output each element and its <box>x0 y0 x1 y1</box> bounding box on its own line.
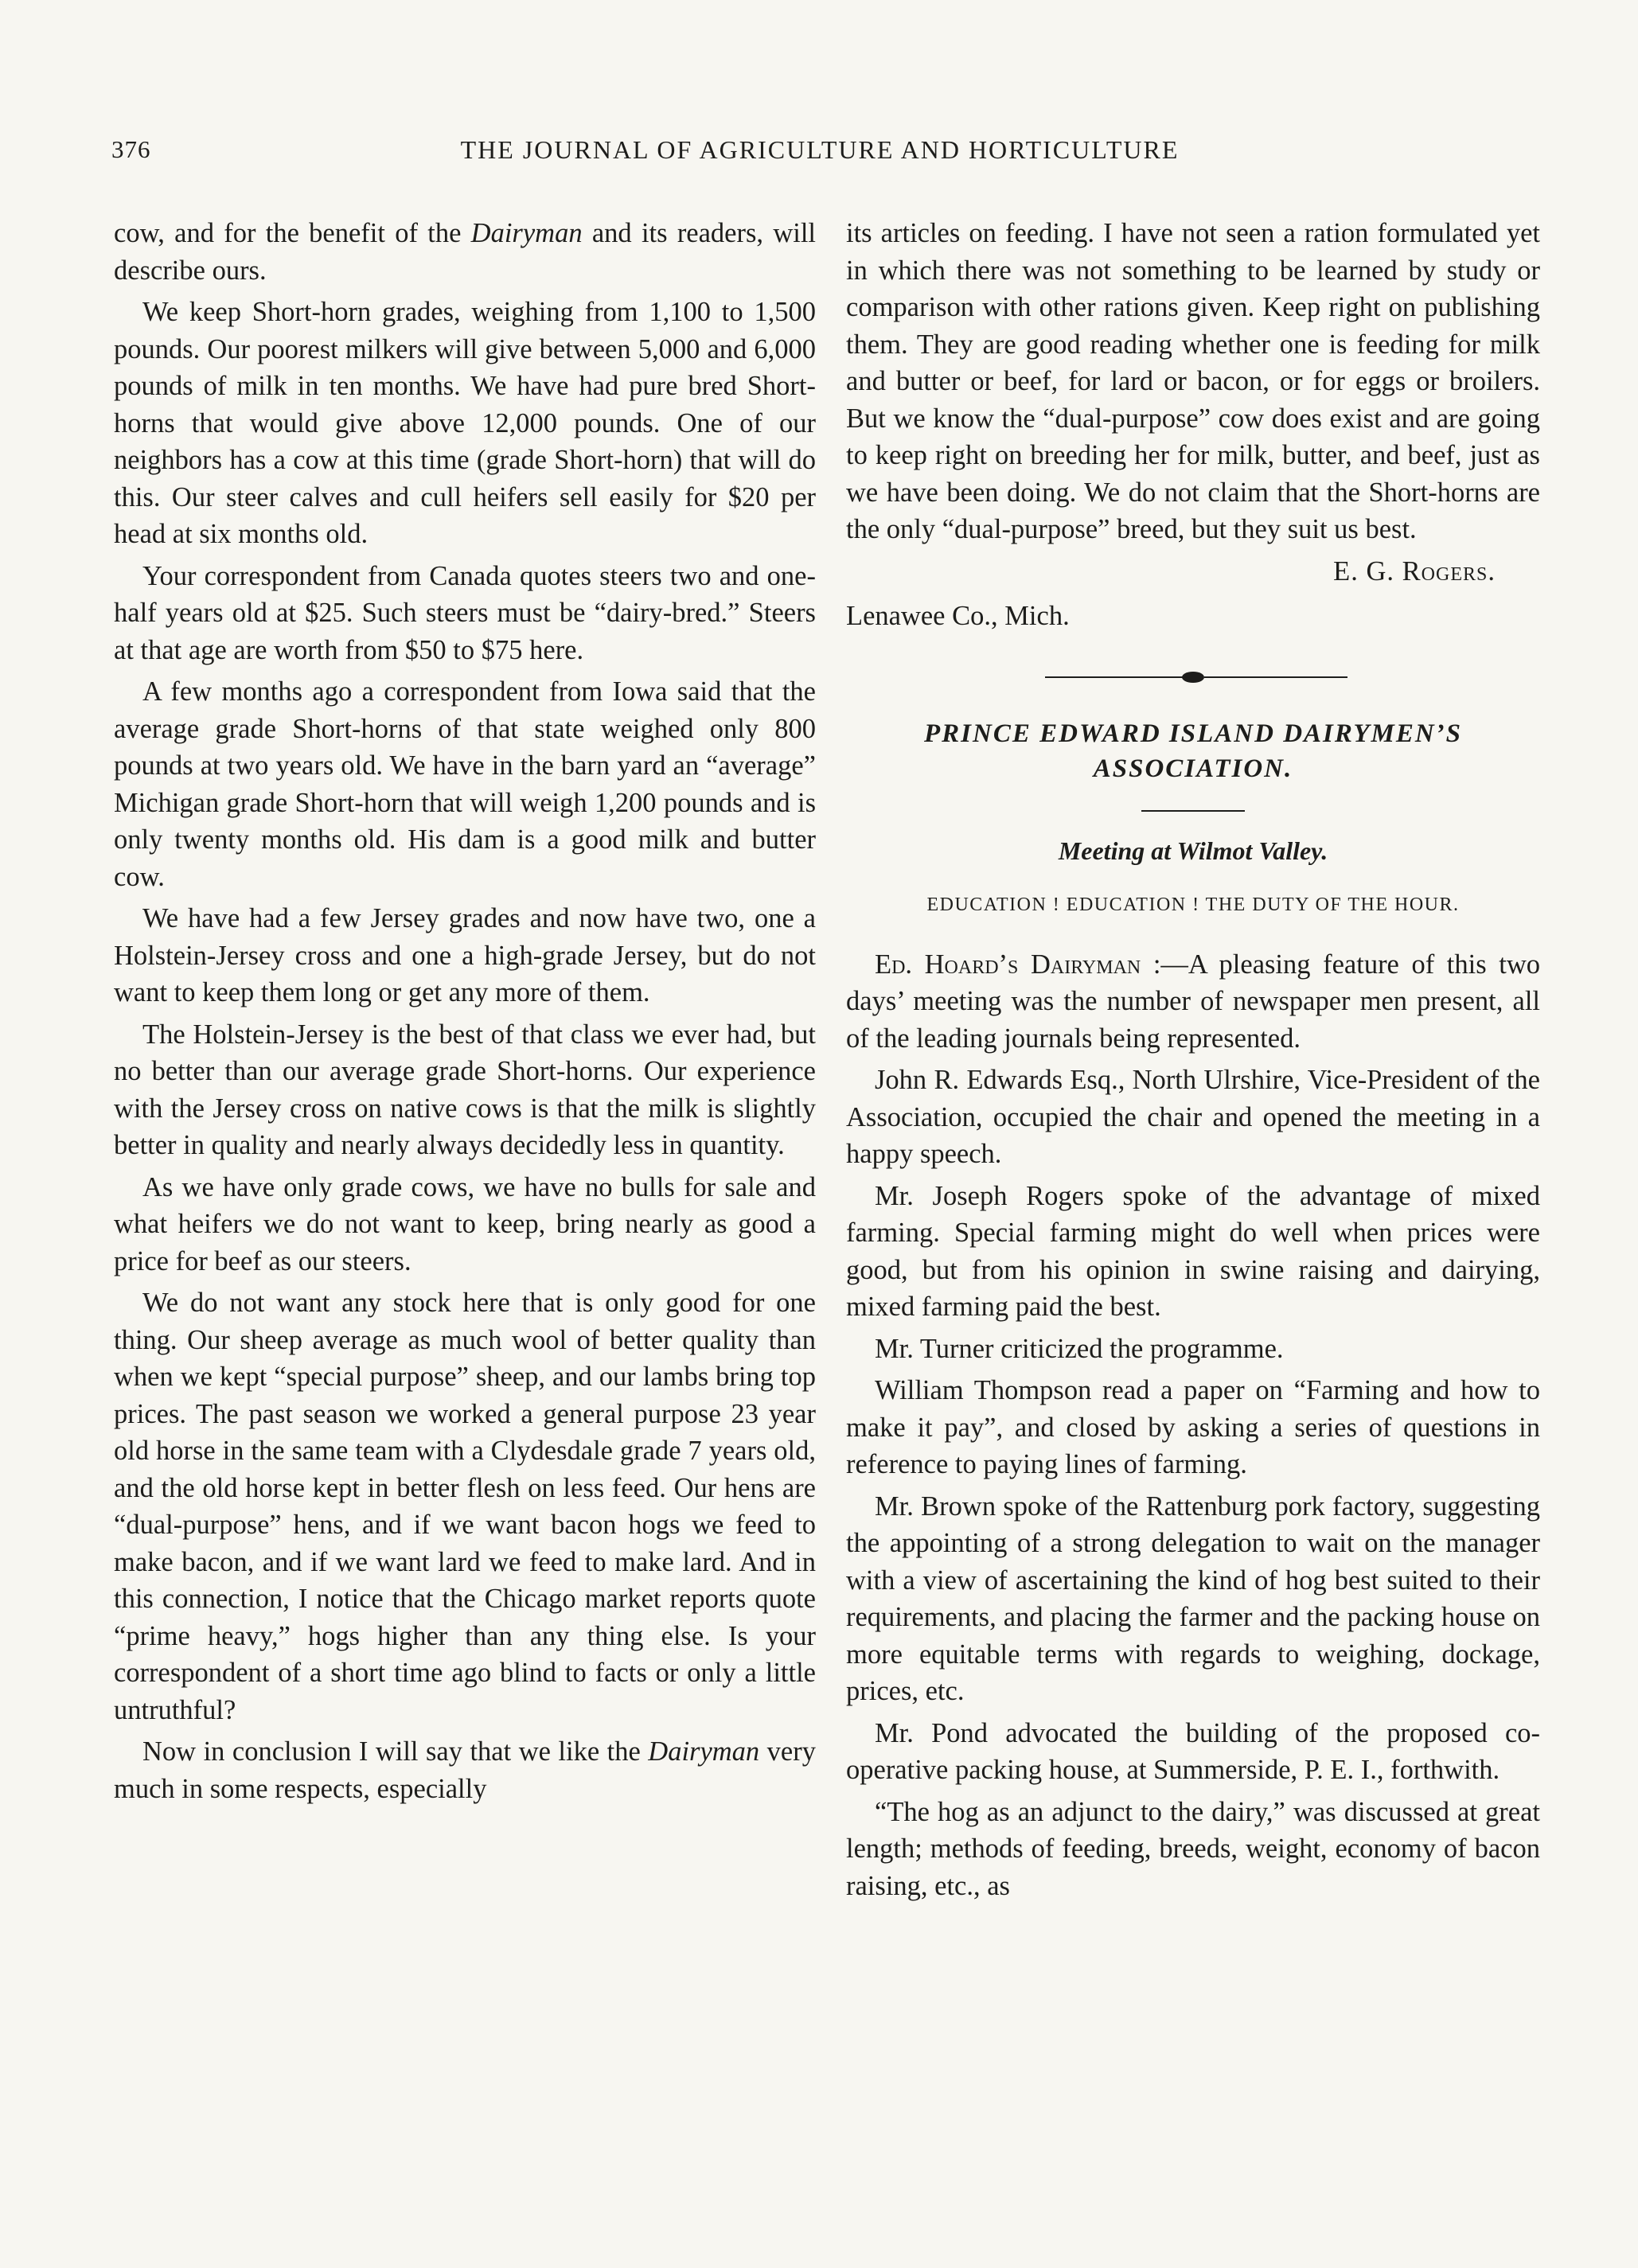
paragraph: We keep Short-horn grades, weighing from 1,100 to 1,500 pounds. Our poorest milkers will give between 5,000 and 6,000 pounds of milk in ten months. We have had pure bred Short-horns that would give above 12,000 pounds. One of our neighbors has a cow at this time (grade Short-horn) that will do this. Our steer calves and cull heifers sell easily for $20 per head at six months old. <box>114 297 816 549</box>
right-column <box>846 215 1540 1909</box>
paragraph: The Holstein-Jersey is the best of that class we ever had, but no better than our average grade Short-horns. Our experience with the Jersey cross on native cows is that the milk is slightly better in quality and nearly always decidedly less in quantity. <box>114 1019 816 1160</box>
author-signature: E. G. Rogers. <box>1333 555 1496 586</box>
paragraph: William Thompson read a paper on “Farming and how to make it pay”, and closed by asking a series of questions in reference to paying lines of farming. <box>846 1375 1540 1479</box>
divider <box>1141 810 1245 812</box>
paragraph: Now in conclusion I will say that we like the Dairyman very much in some respects, especially <box>114 1736 816 1804</box>
paragraph: “The hog as an adjunct to the dairy,” was discussed at great length; methods of feeding, breeds, weight, economy of bacon raising, etc., as <box>846 1796 1540 1901</box>
paragraph: cow, and for the benefit of the Dairyman and its readers, will describe ours. <box>114 218 816 286</box>
ornamental-divider <box>846 665 1540 689</box>
publication-name: Dairyman <box>470 218 583 248</box>
paragraph: As we have only grade cows, we have no bulls for sale and what heifers we do not want to keep, bring nearly as good a price for beef as our steers. <box>114 1171 816 1276</box>
left-column <box>114 215 816 1812</box>
section-title: PRINCE EDWARD ISLAND DAIRYMEN’S ASSOCIATION. <box>923 719 1462 783</box>
paragraph: John R. Edwards Esq., North Ulrshire, Vice-President of the Association, occupied the chair and opened the meeting in a happy speech. <box>846 1065 1540 1169</box>
paragraph: We do not want any stock here that is only good for one thing. Our sheep average as much wool of better quality than when we kept “special purpose” sheep, and our lambs bring top prices. The past season we worked a general purpose 23 year old horse in the same team with a Clydesdale grade 7 years old, and the old horse kept in better flesh on less feed. Our hens are “dual-purpose” hens, and if we want bacon hogs we feed to make bacon, and if we want lard we feed to make lard. And in this connection, I notice that the Chicago market reports quote “prime heavy,” hogs higher than any thing else. Is your correspondent of a short time ago blind to facts or only a little untruthful? <box>114 1288 816 1725</box>
paragraph: We have had a few Jersey grades and now have two, one a Holstein-Jersey cross and one a high-grade Jersey, but do not want to keep them long or get any more of them. <box>114 903 816 1007</box>
paragraph: Mr. Joseph Rogers spoke of the advantage of mixed farming. Special farming might do well when prices were good, but from his opinion in swine raising and dairying, mixed farming paid the best. <box>846 1180 1540 1322</box>
paragraph: Mr. Brown spoke of the Rattenburg pork factory, suggesting the appointing of a strong delegation to wait on the manager with a view of ascertaining the kind of hog best suited to their requirements, and placing the farmer and the packing house on more equitable terms with regards to weighing, dockage, prices, etc. <box>846 1491 1540 1706</box>
section-subtitle: Meeting at Wilmot Valley. <box>1058 836 1328 865</box>
paragraph: A few months ago a correspondent from Iowa said that the average grade Short-horns of that state weighed only 800 pounds at two years old. We have in the barn yard an “average” Michigan grade Short-horn that will weigh 1,200 pounds and is only twenty months old. His dam is a good milk and butter cow. <box>114 676 816 892</box>
paragraph: Your correspondent from Canada quotes steers two and one-half years old at $25. Such steers must be “dairy-bred.” Steers at that age are worth from $50 to $75 here. <box>114 560 816 665</box>
paragraph: its articles on feeding. I have not seen a ration formulated yet in which there was not something to be learned by study or comparison with other rations given. Keep right on publishing them. They are good reading whether one is feeding for milk and butter or beef, for lard or bacon, or for eggs or broilers. But we know the “dual-purpose” cow does exist and are going to keep right on breeding her for milk, butter, and beef, just as we have been doing. We do not claim that the Short-horns are the only “dual-purpose” breed, but they suit us best. <box>846 218 1540 544</box>
page-header <box>111 135 1528 183</box>
paragraph: Mr. Pond advocated the building of the proposed co-operative packing house, at Summerside, P. E. I., forthwith. <box>846 1717 1540 1785</box>
publication-name: Dairyman <box>648 1736 760 1767</box>
page-number: 376 <box>111 135 151 163</box>
author-location: Lenawee Co., Mich. <box>846 601 1070 631</box>
running-title: THE JOURNAL OF AGRICULTURE AND HORTICULTURE <box>460 135 1180 164</box>
paragraph: Ed. Hoard’s Dairyman :—A pleasing feature of this two days’ meeting was the number of newspaper men present, all of the leading journals being represented. <box>846 949 1541 1054</box>
section-caption: EDUCATION ! EDUCATION ! THE DUTY OF THE HOUR. <box>926 894 1460 915</box>
paragraph: Mr. Turner criticized the programme. <box>875 1333 1284 1364</box>
